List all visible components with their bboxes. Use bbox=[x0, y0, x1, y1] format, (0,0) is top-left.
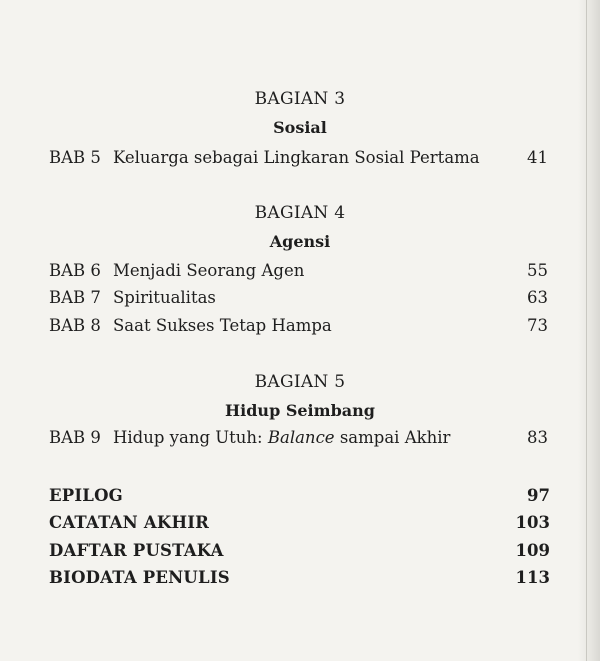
page-number: 113 bbox=[515, 568, 550, 587]
toc-row[interactable] bbox=[49, 288, 548, 312]
end-matter-row[interactable] bbox=[49, 541, 550, 565]
part-title: Hidup Seimbang bbox=[225, 401, 375, 420]
chapter-number: BAB 5 bbox=[49, 148, 101, 167]
chapter-number: BAB 6 bbox=[49, 261, 101, 280]
page-number: 41 bbox=[527, 148, 548, 167]
chapter-title-italic: Balance bbox=[267, 428, 335, 447]
toc-row[interactable] bbox=[49, 148, 548, 172]
chapter-title bbox=[113, 428, 450, 447]
chapter-number: BAB 9 bbox=[49, 428, 101, 447]
chapter-title-end: sampai Akhir bbox=[334, 428, 451, 447]
part-label: BAGIAN 4 bbox=[254, 203, 346, 223]
end-matter-title: CATATAN AKHIR bbox=[49, 513, 210, 532]
toc-row[interactable] bbox=[49, 316, 548, 340]
page-number: 55 bbox=[527, 261, 548, 280]
part-label: BAGIAN 3 bbox=[254, 89, 346, 109]
chapter-title: Saat Sukses Tetap Hampa bbox=[113, 316, 332, 335]
part-title: Agensi bbox=[269, 232, 331, 251]
page-number: 109 bbox=[515, 541, 550, 560]
chapter-title-start: Hidup yang Utuh: bbox=[113, 428, 268, 447]
toc-row[interactable] bbox=[49, 428, 548, 452]
chapter-title: Spiritualitas bbox=[113, 288, 216, 307]
end-matter-row[interactable] bbox=[49, 513, 550, 537]
chapter-number: BAB 7 bbox=[49, 288, 101, 307]
part-title: Sosial bbox=[273, 118, 327, 137]
end-matter-title: EPILOG bbox=[49, 486, 123, 505]
page-number: 63 bbox=[527, 288, 548, 307]
end-matter-row[interactable] bbox=[49, 568, 550, 592]
chapter-title: Keluarga sebagai Lingkaran Sosial Pertama bbox=[113, 148, 480, 167]
chapter-number: BAB 8 bbox=[49, 316, 101, 335]
part-label: BAGIAN 5 bbox=[254, 372, 346, 392]
end-matter-row[interactable] bbox=[49, 486, 550, 510]
page-number: 97 bbox=[527, 486, 550, 505]
end-matter-title: DAFTAR PUSTAKA bbox=[49, 541, 224, 560]
page-number: 103 bbox=[515, 513, 550, 532]
toc-row[interactable] bbox=[49, 261, 548, 285]
end-matter-title: BIODATA PENULIS bbox=[49, 568, 230, 587]
page-number: 73 bbox=[527, 316, 548, 335]
chapter-title: Menjadi Seorang Agen bbox=[113, 261, 305, 280]
page-number: 83 bbox=[527, 428, 548, 447]
